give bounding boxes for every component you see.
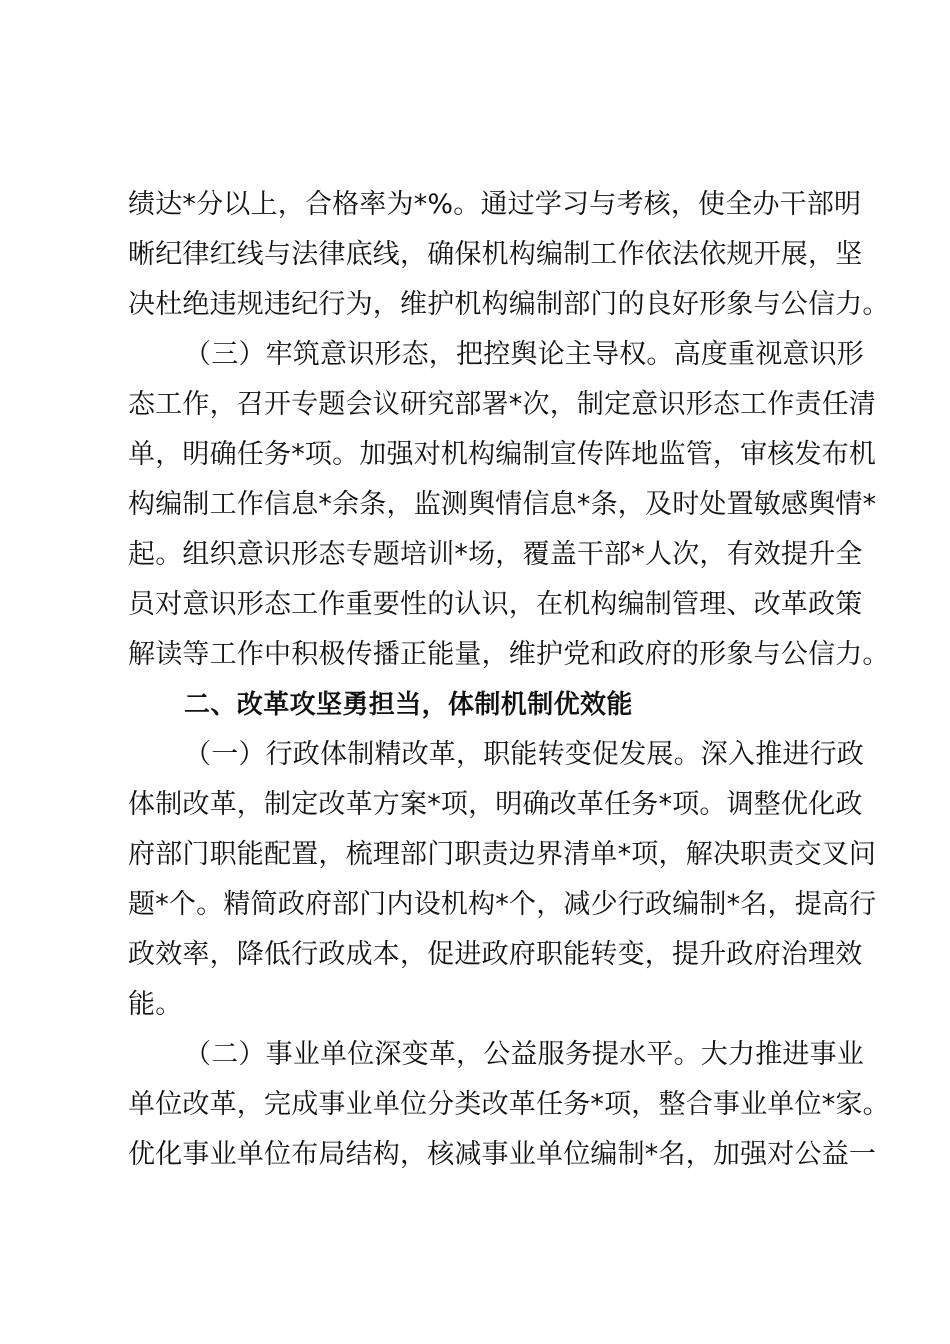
paragraph-line: 单位改革，完成事业单位分类改革任务*项，整合事业单位*家。	[128, 1089, 890, 1120]
subsection-heading-line: （二）事业单位深变革，公益服务提水平。大力推进事业	[184, 1039, 864, 1070]
paragraph-line: 府部门职能配置，梳理部门职责边界清单*项，解决职责交叉问	[128, 839, 877, 870]
paragraph-line: 单，明确任务*项。加强对机构编制宣传阵地监管，审核发布机	[128, 439, 877, 470]
paragraph-line: 起。组织意识形态专题培训*场，覆盖干部*人次，有效提升全	[128, 539, 863, 570]
paragraph-line: 晰纪律红线与法律底线，确保机构编制工作依法依规开展，坚	[128, 239, 863, 270]
paragraph-line: 构编制工作信息*余条，监测舆情信息*条，及时处置敏感舆情*	[128, 489, 877, 520]
subsection-heading-line: （一）行政体制精改革，职能转变促发展。深入推进行政	[184, 739, 864, 770]
document-body	[128, 180, 890, 1180]
subsection-heading-line: （三）牢筑意识形态，把控舆论主导权。高度重视意识形	[184, 339, 864, 370]
paragraph-line: 体制改革，制定改革方案*项，明确改革任务*项。调整优化政	[128, 789, 863, 820]
paragraph-line: 决杜绝违规违纪行为，维护机构编制部门的良好形象与公信力。	[128, 289, 890, 320]
paragraph-line: 态工作，召开专题会议研究部署*次，制定意识形态工作责任清	[128, 389, 877, 420]
paragraph-line: 解读等工作中积极传播正能量，维护党和政府的形象与公信力。	[128, 639, 890, 670]
paragraph-line: 绩达*分以上，合格率为*%。通过学习与考核，使全办干部明	[128, 189, 862, 220]
paragraph-line: 政效率，降低行政成本，促进政府职能转变，提升政府治理效	[128, 939, 863, 970]
paragraph-line: 员对意识形态工作重要性的认识，在机构编制管理、改革政策	[128, 589, 863, 620]
paragraph-line: 能。	[128, 989, 183, 1020]
paragraph-line: 优化事业单位布局结构，核减事业单位编制*名，加强对公益一	[128, 1139, 877, 1170]
section-heading: 二、改革攻坚勇担当，体制机制优效能	[184, 690, 633, 720]
paragraph-line: 题*个。精简政府部门内设机构*个，减少行政编制*名，提高行	[128, 889, 877, 920]
